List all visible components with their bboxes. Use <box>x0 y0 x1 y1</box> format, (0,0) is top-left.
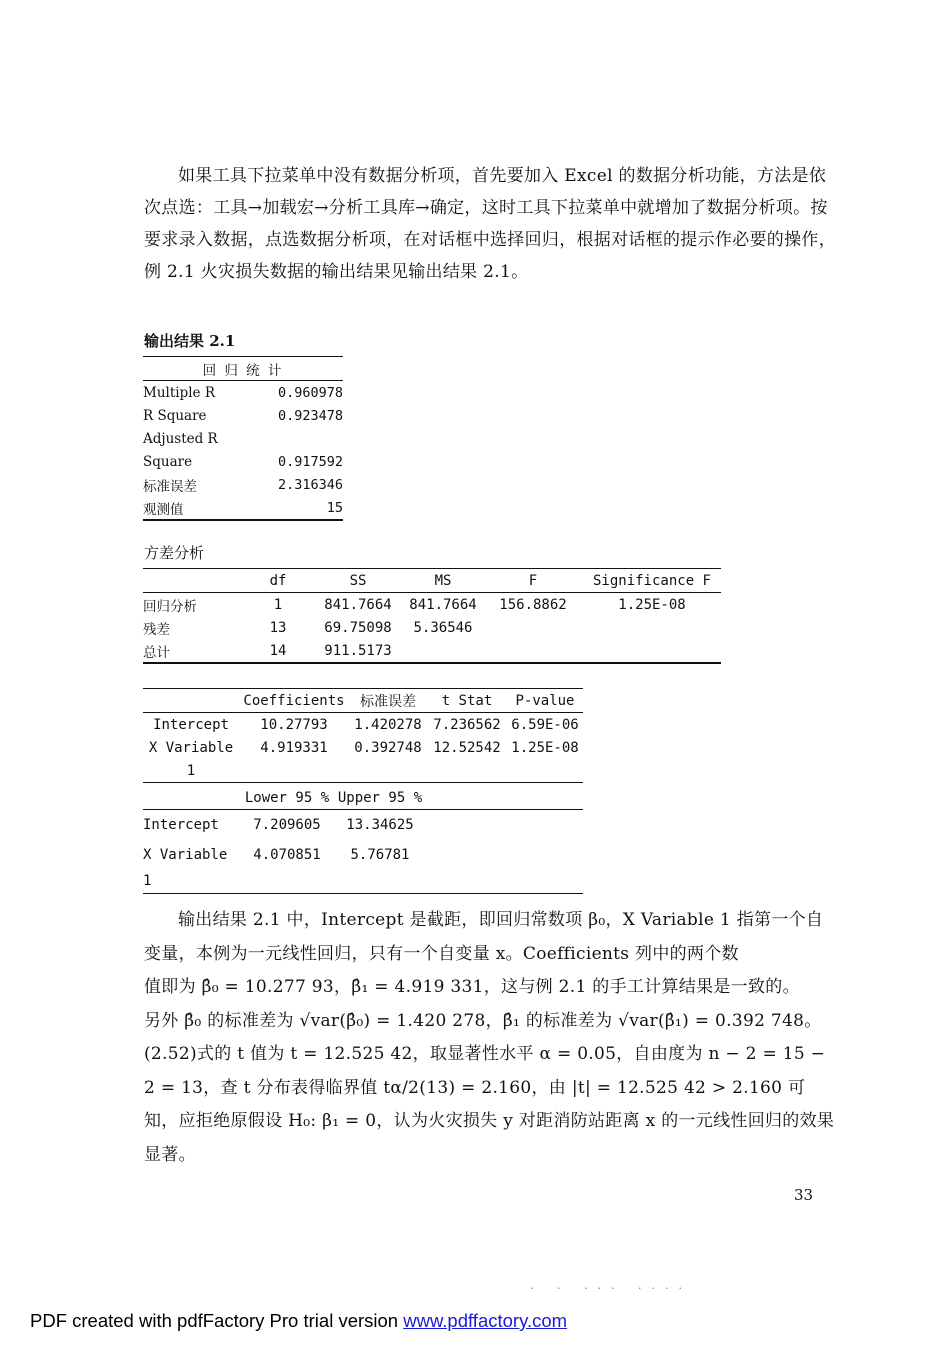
table-row <box>143 736 583 759</box>
table-cell: 841.7664 <box>324 596 392 613</box>
table-cell: 69.75098 <box>324 619 392 636</box>
column-header <box>143 689 239 713</box>
column-header: 标准误差 <box>360 693 416 710</box>
table-cell: Intercept <box>153 716 229 733</box>
confidence-table <box>143 786 583 894</box>
column-header: Significance F <box>592 572 711 589</box>
table-cell: 1 <box>273 596 283 613</box>
column-header: SS <box>349 572 367 589</box>
column-header <box>143 786 239 810</box>
table-row <box>143 496 343 520</box>
stat-label: R Square <box>143 407 207 424</box>
table-cell: 10.27793 <box>260 716 328 733</box>
table-cell <box>239 870 335 894</box>
stat-value: 15 <box>326 499 343 516</box>
intro-text: 如果工具下拉菜单中没有数据分析项，首先要加入 Excel 的数据分析功能，方法是依次点选：工具→加载宏→分析工具库→确定，这时工具下拉菜单中就增加了数据分析项。按要求录入数据，点选数据分析项，在对话框中选择回归，根据对话框的提示作必要的操作，例 2.1 火灾损失数据的输出结果见输出结果 2.1。 <box>144 166 836 282</box>
stat-value: 0.917592 <box>277 453 343 470</box>
table-cell <box>427 759 507 783</box>
table-cell <box>349 759 427 783</box>
column-header: Coefficients <box>243 692 345 709</box>
table-cell: 1.420278 <box>354 716 422 733</box>
table-cell: 5.36546 <box>413 619 473 636</box>
table-cell <box>335 870 425 894</box>
table-cell <box>239 759 349 783</box>
explanation-line-1: 输出结果 2.1 中，Intercept 是截距，即回归常数项 β₀，X Variable 1 指第一个自变量，本例为一元线性回归，只有一个自变量 x。Coefficients 列中的两个数 <box>144 910 824 964</box>
table-cell: 13 <box>269 619 287 636</box>
table-header-row <box>143 689 583 713</box>
table-cell: X Variable <box>148 739 234 756</box>
explanation-paragraph <box>144 904 836 1172</box>
pdf-footer <box>30 1310 567 1332</box>
table-row <box>143 381 343 405</box>
stat-value <box>250 427 343 450</box>
table-header-row <box>143 786 583 810</box>
explanation-line-3: 另外 β̂₀ 的标准差为 √var(β̂₀) = 1.420 278，β̂₁ 的标准差为 √var(β̂₁) = 0.392 748。 <box>144 1010 822 1031</box>
table-cell: 1 <box>186 762 196 779</box>
regression-stats-table <box>143 356 343 521</box>
table-cell <box>583 639 721 663</box>
table-row <box>143 840 583 870</box>
stat-label: Multiple R <box>143 384 215 401</box>
column-header: Upper 95 % <box>337 789 423 806</box>
column-header: P-value <box>515 692 575 709</box>
table-header-row <box>143 569 721 593</box>
table-row <box>143 404 343 427</box>
table-cell: 13.34625 <box>346 816 414 833</box>
footer-link[interactable]: www.pdffactory.com <box>403 1310 568 1331</box>
table-cell <box>583 616 721 639</box>
stat-value: 0.923478 <box>277 407 343 424</box>
column-header: t Stat <box>441 692 493 709</box>
anova-title: 方差分析 <box>144 544 205 562</box>
table-cell: 841.7664 <box>409 596 477 613</box>
page-number: 33 <box>794 1186 814 1204</box>
table-cell <box>483 639 583 663</box>
table-row <box>143 639 721 663</box>
table-cell <box>403 639 483 663</box>
intro-paragraph <box>144 160 836 288</box>
table-cell: 4.070851 <box>253 846 321 863</box>
table-cell: 12.52542 <box>433 739 501 756</box>
explanation-line-2: 值即为 β̂₀ = 10.277 93，β̂₁ = 4.919 331，这与例 2.1 的手工计算结果是一致的。 <box>144 977 800 997</box>
table-cell: 156.8862 <box>499 596 567 613</box>
table-cell: 7.236562 <box>433 716 501 733</box>
table-cell: 回归分析 <box>143 598 197 615</box>
explanation-line-4: (2.52)式的 t 值为 t = 12.525 42，取显著性水平 α = 0.05，自由度为 n − 2 = 15 − 2 = 13，查 t 分布表得临界值 tα/2(13) = 2.160，由 |t| = 12.525 42 > 2.160 可知，应拒绝原假设 H₀: β₁ = 0，认为火灾损失 y 对距消防站距离 x 的一元线性回归的效果显著。 <box>144 1044 835 1165</box>
table-cell: 4.919331 <box>260 739 328 756</box>
table-cell <box>507 759 583 783</box>
table-row <box>143 473 343 496</box>
column-header <box>143 569 243 593</box>
column-header: Lower 95 % <box>244 789 330 806</box>
table-cell: X Variable <box>143 846 228 863</box>
column-header: MS <box>434 572 452 589</box>
footer-text: PDF created with pdfFactory Pro trial version <box>30 1310 404 1331</box>
coefficients-table <box>143 688 583 783</box>
table-row <box>143 870 583 894</box>
table-cell: 总计 <box>143 644 170 661</box>
stat-label: 标准误差 <box>143 478 197 495</box>
table-cell: 残差 <box>143 621 170 638</box>
table-row <box>143 593 721 617</box>
table-cell: 5.76781 <box>350 846 410 863</box>
table-row <box>143 810 583 840</box>
table-cell: 911.5173 <box>324 642 392 659</box>
table-cell: 0.392748 <box>354 739 422 756</box>
table-cell: 1.25E-08 <box>618 596 686 613</box>
table-row <box>143 616 721 639</box>
table-row <box>143 450 343 473</box>
stat-label: 观测值 <box>143 501 184 518</box>
stat-label: Adjusted R <box>143 430 218 447</box>
regression-stats-header: 回 归 统 计 <box>202 362 284 379</box>
output-title: 输出结果 2.1 <box>144 332 236 350</box>
table-cell: 6.59E-06 <box>511 716 579 733</box>
scan-artifact: · · ··· ···· <box>530 1282 692 1295</box>
table-cell: 1.25E-08 <box>511 739 579 756</box>
stat-value: 0.960978 <box>277 384 343 401</box>
table-cell: 1 <box>143 873 152 889</box>
column-header: df <box>269 572 287 589</box>
table-row <box>143 759 583 783</box>
table-cell: 7.209605 <box>253 816 321 833</box>
table-cell <box>483 616 583 639</box>
column-header: F <box>528 572 538 589</box>
table-row <box>143 713 583 737</box>
stat-label: Square <box>143 453 193 470</box>
table-cell: Intercept <box>143 816 219 833</box>
anova-table <box>143 568 721 664</box>
table-row <box>143 427 343 450</box>
table-cell: 14 <box>269 642 287 659</box>
stat-value: 2.316346 <box>277 476 343 493</box>
